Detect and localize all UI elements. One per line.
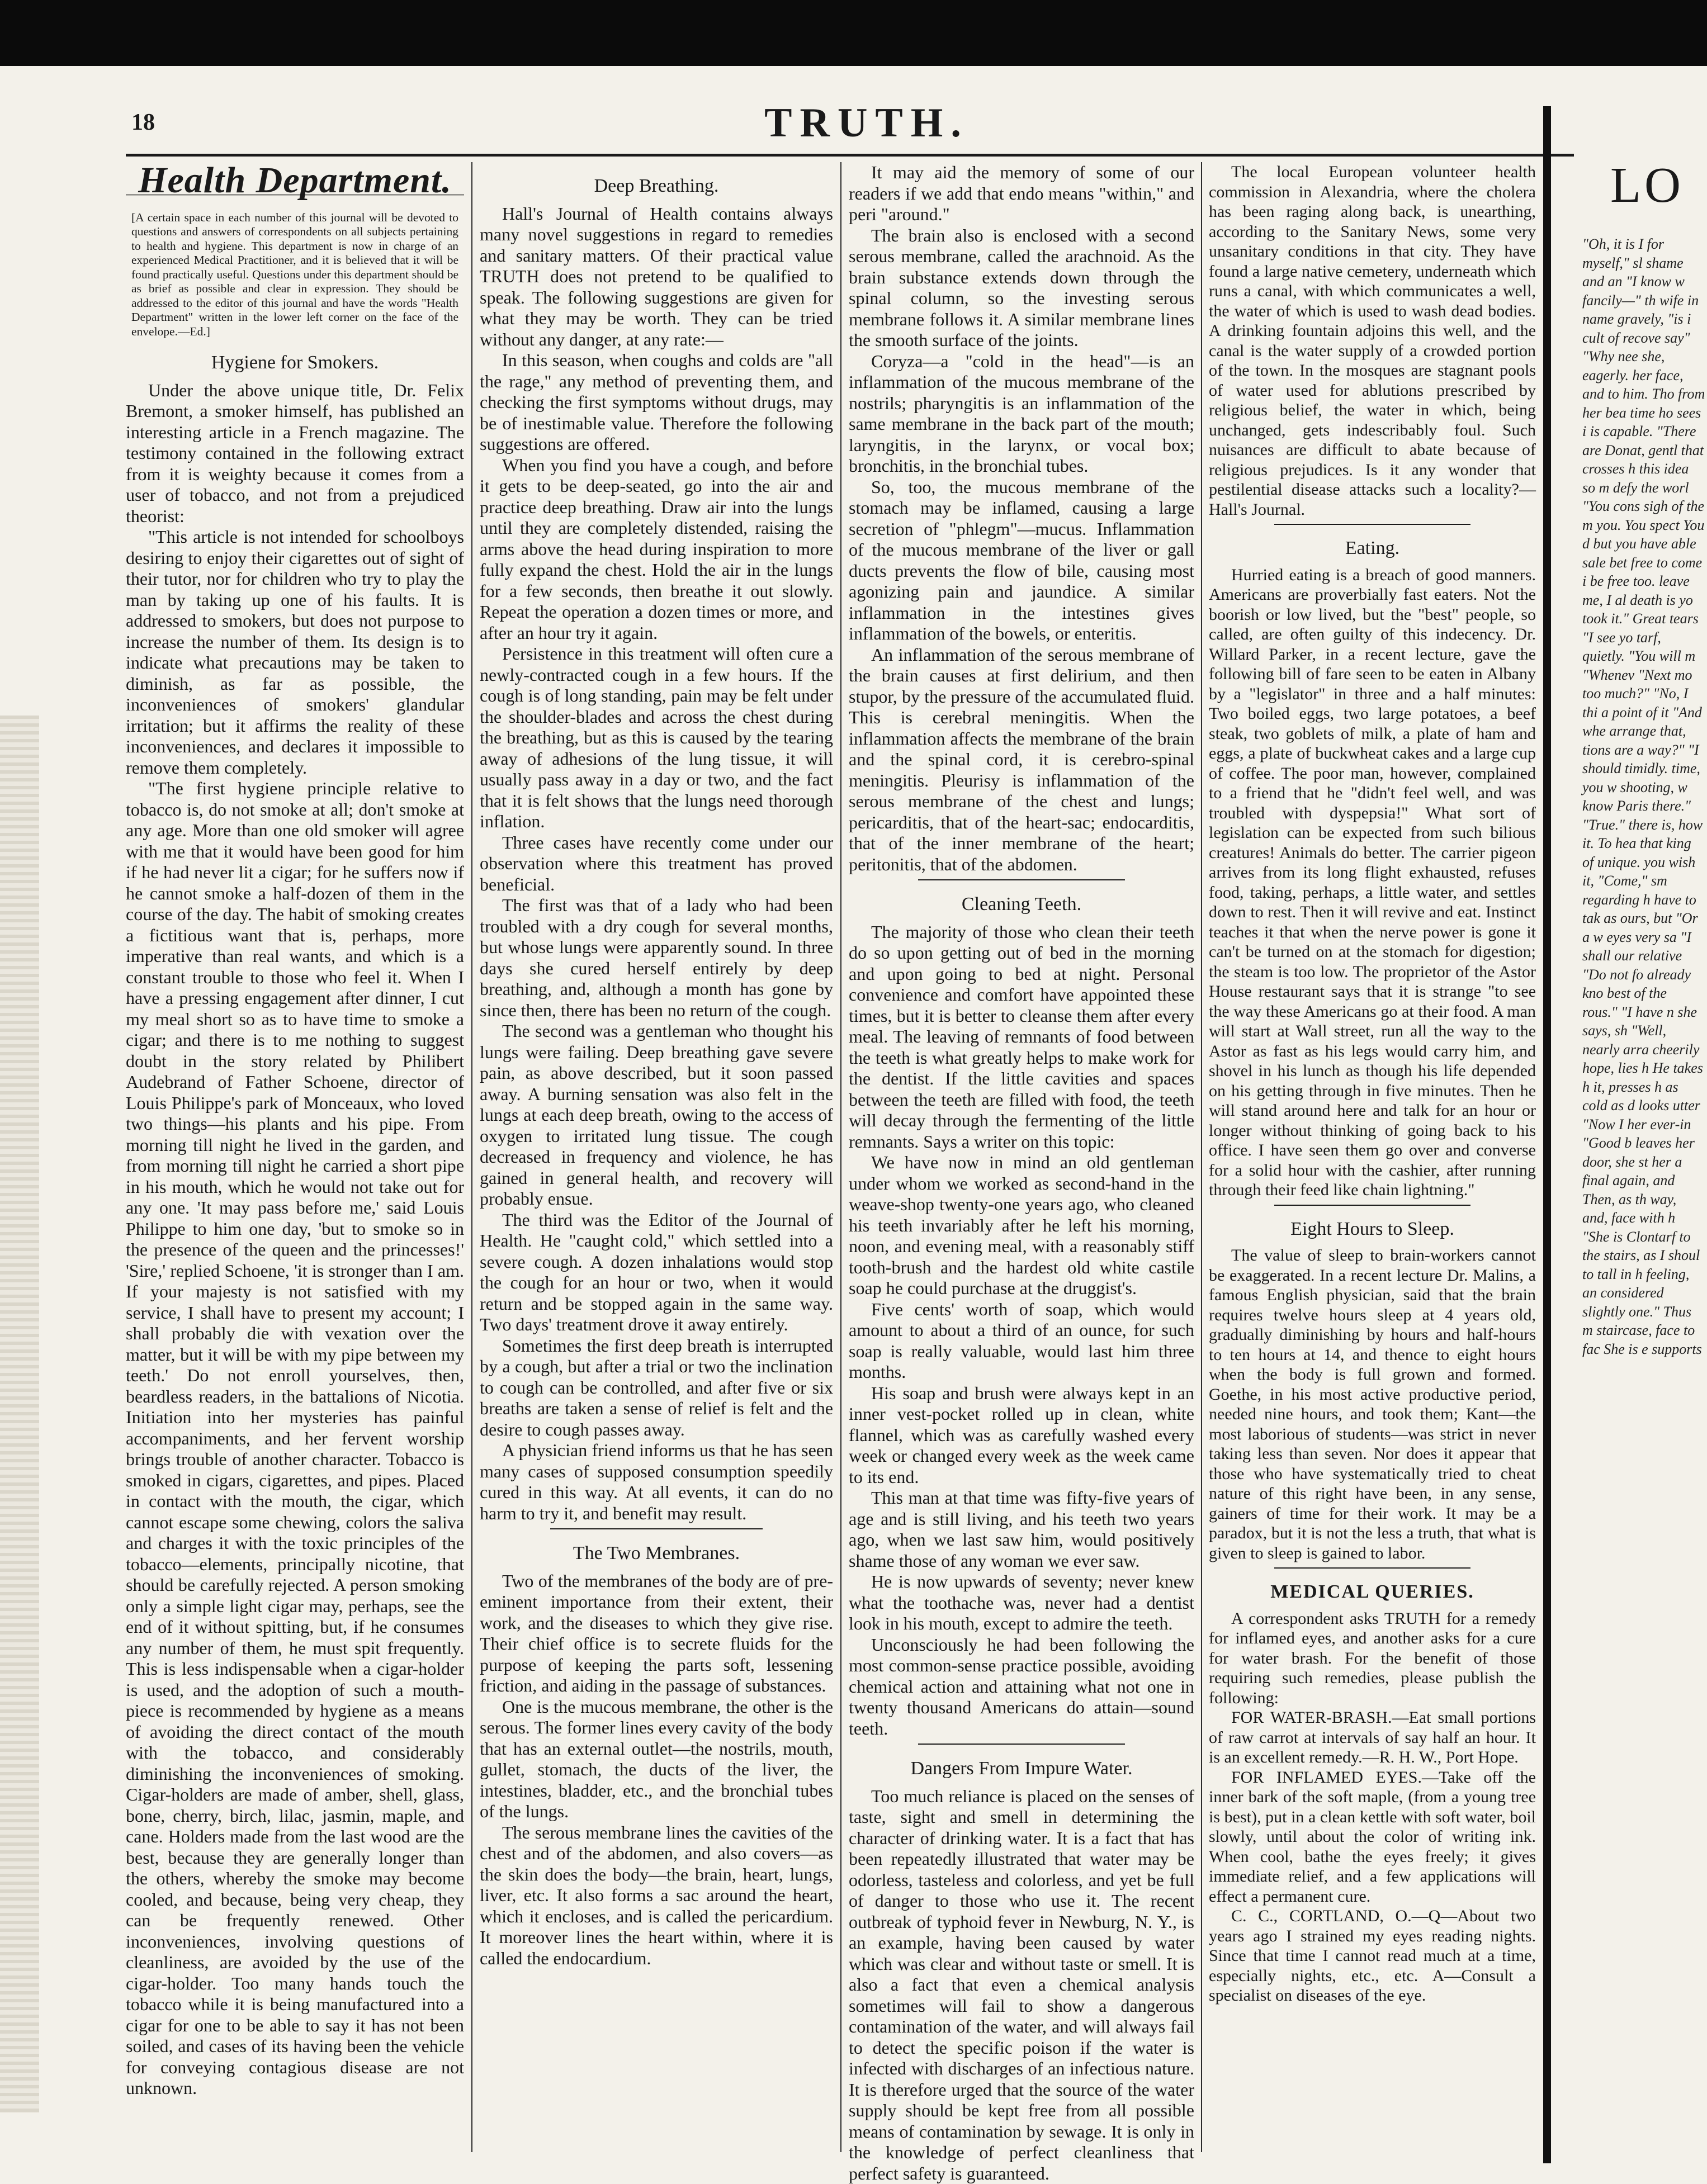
article-divider <box>550 1528 762 1529</box>
paragraph: "This article is not intended for schoolboys desiring to enjoy their cigarettes out of sight of their tutor, nor for children who try to play the man by taking up one of his faults. It is addressed to smokers, but does not purpose to increase the number of them. Its design is to indicate what precautions may be taken to diminish, as far as possible, the inconveniences of smokers' glandular irritation; but it affirms the reality of these inconveniences, and declares it impossible to remove them completely. <box>126 527 464 778</box>
page-fold-edge <box>1543 106 1551 2163</box>
column-rule <box>1201 162 1202 2152</box>
column-2 <box>480 162 833 2147</box>
paragraph: Hurried eating is a breach of good manners. Americans are proverbially fast eaters. Not the boorish or low lived, but the "best" people, so called, are often guilty of this indecency. Dr. Willard Parker, in a recent lecture, gave the following bill of fare seen to be eaten in Albany by a "legislator" in three and a half minutes: Two boiled eggs, two large potatoes, a beef steak, two goblets of milk, a plate of ham and eggs, a plate of buckwheat cakes and a large cup of coffee. The poor man, however, complained to a friend that he "didn't feel well, and was troubled with dyspepsia!" What sort of legislation can be expected from such bilious creatures! Animals do better. The carrier pigeon arrives from its long flight exhausted, refuses food, taking, perhaps, a little water, and settles down to rest. Then it will revive and eat. Instinct teaches it that when the nerve power is gone it can't be turned on at the stomach for digestion; the steam is too low. The proprietor of the Astor House restaurant says that it is strange "to see the way these Americans go at their food. A man will start at Wall street, run all the way to the Astor as fast as his legs would carry him, and shovel in his lunch as though his life depended on his getting through in five minutes. Then he will stand around here and talk for an hour or longer without thinking of going back to his office. I have seen them go over and converse for a solid hour with the cashier, after running through their feed like chain lightning." <box>1209 565 1536 1200</box>
paragraph: A correspondent asks TRUTH for a remedy for inflamed eyes, and another asks for a cure for water brash. For the benefit of those requiring such remedies, please publish the following: <box>1209 1609 1536 1708</box>
paragraph: Unconsciously he had been following the most common-sense practice possible, avoiding chemical action and attaining what not one in twenty thousand Americans do attain—sound teeth. <box>849 1635 1194 1740</box>
paragraph: The second was a gentleman who thought his lungs were failing. Deep breathing gave severe pain, as above described, but it soon passed away. A burning sensation was also felt in the lungs at each deep breath, owing to the access of oxygen to irritated lung tissue. The cough decreased in frequency and violence, he has gained in general health, and recovery will probably ensue. <box>480 1021 833 1210</box>
header-rule <box>126 154 1574 157</box>
paragraph: He is now upwards of seventy; never knew what the toothache was, never had a dentist look in his mouth, except to admire the teeth. <box>849 1571 1194 1635</box>
article-heading: Eight Hours to Sleep. <box>1209 1219 1536 1239</box>
article-divider <box>1274 524 1470 525</box>
article-heading: Deep Breathing. <box>480 176 833 197</box>
column-4 <box>1209 162 1536 2147</box>
column-1 <box>126 162 464 2147</box>
paragraph: In this season, when coughs and colds are "all the rage," any method of preventing them, and checking the first symptoms without drugs, may be of inestimable value. Therefore the following suggestions are offered. <box>480 350 833 455</box>
article-divider <box>918 1744 1126 1745</box>
scan-binding-edge <box>0 716 39 2113</box>
paragraph: Too much reliance is placed on the senses of taste, sight and smell in determining the character of drinking water. It is a fact that has been repeatedly illustrated that water may be odorless, tasteless and colorless, and yet be full of danger to those who use it. The recent outbreak of typhoid fever in Newburg, N. Y., is an example, having been caused by water which was clear and without taste or smell. It is also a fact that even a chemical analysis sometimes will fail to show a dangerous contamination of the water, and will always fail to detect the specific poison if the water is infected with discharges of an infectious nature. It is therefore urged that the source of the water supply should be kept free from all possible means of contamination by sewage. It is only in the knowledge of perfect cleanliness that perfect safety is guaranteed. <box>849 1786 1194 2184</box>
department-title: Health Department. <box>126 170 464 191</box>
paragraph: When you find you have a cough, and before it gets to be deep-seated, go into the air and practice deep breathing. Draw air into the lungs until they are completely distended, raising the arms above the head during inspiration to more fully expand the chest. Hold the air in the lungs for a few seconds, then breathe it out slowly. Repeat the operation a dozen times or more, and after an hour try it again. <box>480 455 833 644</box>
paragraph: Persistence in this treatment will often cure a newly-contracted cough in a few hours. If the cough is of long standing, pain may be felt under the shoulder-blades and across the chest during the breathing, but as this is caused by the tearing away of adhesions of the lung tissue, it will usually pass away in a day or two, and the fact that it is felt shows that the lungs need thorough inflation. <box>480 643 833 832</box>
paragraph: Sometimes the first deep breath is interrupted by a cough, but after a trial or two the inclination to cough can be controlled, and after five or six breaths are taken a sense of relief is felt and the desire to cough passes away. <box>480 1335 833 1441</box>
article-heading: Hygiene for Smokers. <box>126 352 464 373</box>
paragraph: So, too, the mucous membrane of the stomach may be inflamed, causing a large secretion of "phlegm"—mucus. Inflammation of the mucous membrane of the liver or gall ducts prevents the flow of bile, causing most agonizing pain and jaundice. A similar inflammation in the intestines gives inflammation of the bowels, or enteritis. <box>849 477 1194 645</box>
article-heading: MEDICAL QUERIES. <box>1209 1582 1536 1602</box>
paragraph: The serous membrane lines the cavities of the chest and of the abdomen, and also covers—as the skin does the body—the brain, heart, lungs, liver, etc. It also forms a sac around the heart, which it encloses, and is called the pericardium. It moreover lines the heart within, where it is called the endocardium. <box>480 1822 833 1969</box>
column-rule <box>471 162 472 2152</box>
paragraph: The value of sleep to brain-workers cannot be exaggerated. In a recent lecture Dr. Malins, a famous English physician, said that the brain requires twelve hours sleep at 4 years old, gradually diminishing by hours and half-hours to ten hours at 14, and thence to eight hours when the body is full grown and formed. Goethe, in his most active productive period, needed nine hours, and took them; Kant—the most laborious of students—was strict in never taking less than seven. Nor does it appear that those who have systematically tried to cheat nature of this right have been, in any sense, gainers of time for their work. It may be a paradox, but it is not the less a truth, that what is given to sleep is gained to labor. <box>1209 1245 1536 1563</box>
adjacent-page-heading: LO <box>1610 157 1705 214</box>
paragraph: Two of the membranes of the body are of pre-eminent importance from their extent, their work, and the diseases to which they give rise. Their chief office is to secrete fluids for the purpose of keeping the parts soft, lessening friction, and aiding in the passage of substances. <box>480 1571 833 1697</box>
paragraph: The first was that of a lady who had been troubled with a dry cough for several months, but whose lungs were apparently sound. In three days she cured herself entirely by deep breathing, and, although a month has gone by since then, there has been no return of the cough. <box>480 895 833 1021</box>
paragraph: Coryza—a "cold in the head"—is an inflammation of the mucous membrane of the nostrils; pharyngitis is an inflammation of the same membrane in the back part of the mouth; laryngitis, in the larynx, or vocal box; bronchitis, in the bronchial tubes. <box>849 351 1194 477</box>
paragraph: A physician friend informs us that he has seen many cases of supposed consumption speedily cured in this way. At all events, it can do no harm to try it, and benefit may result. <box>480 1440 833 1524</box>
paragraph: FOR INFLAMED EYES.—Take off the inner bark of the soft maple, (from a young tree is best), put in a clean kettle with soft water, boil slowly, until about the color of writing ink. When cool, bathe the eyes freely; it gives immediate relief, and a few applications will effect a permanent cure. <box>1209 1768 1536 1907</box>
page-number: 18 <box>131 109 155 136</box>
article-heading: Eating. <box>1209 538 1536 558</box>
paragraph: It may aid the memory of some of our readers if we add that endo means "within," and peri "around." <box>849 162 1194 225</box>
paragraph: This man at that time was fifty-five years of age and is still living, and his teeth two years ago, when we last saw him, would positively shame those of any woman we ever saw. <box>849 1487 1194 1571</box>
column-rule <box>840 162 841 2152</box>
paragraph: The local European volunteer health commission in Alexandria, where the cholera has been raging along back, is unearthing, according to the Sanitary News, some very unsanitary conditions in that city. They have found a large native cemetery, underneath which runs a canal, with which communicates a well, the water of which is used to wash dead bodies. A drinking fountain adjoins this well, and the canal is the water supply of a crowded portion of the town. In the mosques are stagnant pools of water used for ablutions prescribed by religious belief, the water in which, being unchanged, gets indescribably foul. Such nuisances are difficult to abate because of religious prejudices. Is it any wonder that pestilential disease attacks such a locality?—Hall's Journal. <box>1209 162 1536 519</box>
paragraph: The majority of those who clean their teeth do so upon getting out of bed in the morning and upon going to bed at night. Personal convenience and comfort have appointed these times, but it is better to cleanse them after every meal. The leaving of remnants of food between the teeth is what greatly helps to make work for the dentist. If the little cavities and spaces between the teeth are filled with food, the teeth will decay through the fermenting of the little remnants. Says a writer on this topic: <box>849 922 1194 1153</box>
paragraph: The brain also is enclosed with a second serous membrane, called the arachnoid. As the brain substance extends down through the spinal column, so the investing serous membrane follows it. A similar membrane lines the smooth surface of the joints. <box>849 225 1194 351</box>
paragraph: Hall's Journal of Health contains always many novel suggestions in regard to remedies and sanitary matters. Of their practical value TRUTH does not pretend to be qualified to speak. The following suggestions are given for what they may be worth. They can be tried without any danger, at any rate:— <box>480 203 833 350</box>
paragraph: One is the mucous membrane, the other is the serous. The former lines every cavity of the body that has an external outlet—the nostrils, mouth, gullet, stomach, the ducts of the liver, the intestines, bladder, etc., and the bronchial tubes of the lungs. <box>480 1697 833 1822</box>
paragraph: Three cases have recently come under our observation where this treatment has proved beneficial. <box>480 832 833 896</box>
article-heading: Cleaning Teeth. <box>849 894 1194 915</box>
paragraph: "The first hygiene principle relative to tobacco is, do not smoke at all; don't smoke at any age. More than one old smoker will agree with me that it would have been good for him if he had never lit a cigar; for he suffers now if he cannot smoke a half-dozen of them in the course of the day. The habit of smoking creates a fictitious want that is, perhaps, more imperative than real wants, and which is a constant trouble to those who feel it. When I have a pressing engagement after dinner, I cut my meal short so as to have time to smoke a cigar; and there is to me nothing to suggest doubt in the story related by Philibert Audebrand of Father Schoene, director of Louis Philippe's park of Monceaux, who loved two things—his plants and his pipe. From morning till night he lived in the garden, and from morning till night he carried a short pipe in his mouth, which he would not take out for any one. 'It may pass before me,' said Louis Philippe to him one day, 'but to smoke so in the presence of the queen and the princesses!' 'Sire,' replied Schoene, 'it is stronger than I am. If your majesty is not satisfied with my service, I shall have to present my account; I shall probably die with vexation over the matter, but it will be with my pipe between my teeth.' Do not enroll yourselves, then, beardless readers, in the battalions of Nicotia. Initiation into her mysteries has painful accompaniments, and her fervent worship brings trouble of another character. Tobacco is smoked in cigars, cigarettes, and pipes. Placed in contact with the mouth, the cigar, which cannot escape some chewing, colors the saliva and charges it with the toxic principles of the tobacco—elements, principally nicotine, that should be carefully rejected. A person smoking only a simple light cigar may, perhaps, see the end of it without spitting, but, if he consumes any number of them, he must spit frequently. This is less indispensable when a cigar-holder is used, and the adoption of such a mouth-piece is recommended by hygiene as a means of avoiding the direct contact of the mouth with the tobacco, and considerably diminishing the inconveniences of smoking. Cigar-holders are made of amber, shell, glass, bone, cherry, birch, lilac, jasmin, maple, and cane. Holders made from the last wood are the best, because they are generally longer than the others, whereby the smoke may become cooled, and because, being very cheap, they can be frequently renewed. Other inconveniences, involving questions of cleanliness, are avoided by the use of the cigar-holder. Too many hands touch the tobacco while it is being manufactured into a cigar for one to be able to say it has not been soiled, and cases of its having been the vehicle for conveying contagious disease are not unknown. <box>126 778 464 2099</box>
paragraph: FOR WATER-BRASH.—Eat small portions of raw carrot at intervals of say half an hour. It is an excellent remedy.—R. H. W., Port Hope. <box>1209 1708 1536 1768</box>
department-note: [A certain space in each number of this journal will be devoted to questions and answers of correspondents on all subjects pertaining to health and hygiene. This department is now in charge of an experienced Medical Practitioner, and it is believed that it will be found practically useful. Questions under this department should be as brief as possible and clear in expression. They should be addressed to the editor of this journal and have the words "Health Department" written in the lower left corner on the face of the envelope.—Ed.] <box>131 211 458 339</box>
paragraph: Five cents' worth of soap, which would amount to about a third of an ounce, for such soap is really valuable, would last him three months. <box>849 1299 1194 1383</box>
scan-top-border <box>0 0 1707 66</box>
adjacent-page-text: "Oh, it is I for myself," sl shame and an "I know w fancily—" th wife in name gravely, "is i cult of recove say" "Why nee she, eagerly. her face, and to him. Tho from her bea time ho sees i is capable. "There are Donat, gentl that crosses h this idea so m defy the worl "You cons sigh of the m you. You spect You d but you have able sale bet free to come i be free too. leave me, I al death is yo took it." Great tears "I see yo tarf, quietly. "You will m "Whenev "Next mo too much?" "No, I thi a point of it "And whe arrange that, tions are a way?" "I should timidly. time, you w shooting, w know Paris there." "True." there is, how it. To hea that king of unique. you wish it, "Come," sm regarding h have to tak as ours, but "Or a w eyes very sa "I shall our relative "Do not fo already kno best of the rous." "I have n she says, sh "Well, nearly arra cheerily hope, lies h He takes h it, presses h as cold as d looks utter "Now I her ever-in "Good b leaves her door, she st her a final again, and Then, as th way, and, face with h "She is Clontarf to the stairs, as I shoul to tall in h feeling, an considered slightly one." Thus m staircase, face to fac She is e supports <box>1582 235 1705 2135</box>
paragraph: Under the above unique title, Dr. Felix Bremont, a smoker himself, has published an interesting article in a French magazine. The testimony contained in the following extract from it is weighty because it comes from a user of tobacco, and not from a prejudiced theorist: <box>126 380 464 527</box>
article-heading: Dangers From Impure Water. <box>849 1758 1194 1779</box>
masthead-title: TRUTH. <box>615 100 1118 147</box>
paragraph: C. C., CORTLAND, O.—Q—About two years ago I strained my eyes reading nights. Since that time I cannot read much at a time, especially nights, etc., etc. A—Consult a specialist on diseases of the eye. <box>1209 1906 1536 2006</box>
article-heading: The Two Membranes. <box>480 1543 833 1564</box>
paragraph: His soap and brush were always kept in an inner vest-pocket rolled up in clean, white flannel, which was as carefully washed every week or changed every week as the week came to its end. <box>849 1383 1194 1488</box>
paragraph: We have now in mind an old gentleman under whom we worked as second-hand in the weave-shop twenty-one years ago, who cleaned his teeth invariably after he left his morning, noon, and evening meal, with a reasonably stiff tooth-brush and the hardest old white castile soap he could purchase at the druggist's. <box>849 1152 1194 1299</box>
article-divider <box>918 879 1126 880</box>
column-3 <box>849 162 1194 2147</box>
article-divider <box>1274 1567 1470 1569</box>
paragraph: An inflammation of the serous membrane of the brain causes at first delirium, and then stupor, by the pressure of the accumulated fluid. This is cerebral meningitis. When the inflammation affects the membrane of the brain and the spinal cord, it is cerebro-spinal meningitis. Pleurisy is inflammation of the serous membrane of the chest and lungs; pericarditis, that of the heart-sac; endocarditis, that of the inner membrane of the heart; peritonitis, that of the abdomen. <box>849 645 1194 875</box>
article-divider <box>1274 1205 1470 1206</box>
paragraph: The third was the Editor of the Journal of Health. He "caught cold," which settled into a severe cough. A dozen inhalations would stop the cough for an hour or two, when it would return and be stopped again in the same way. Two days' treatment drove it away entirely. <box>480 1210 833 1335</box>
